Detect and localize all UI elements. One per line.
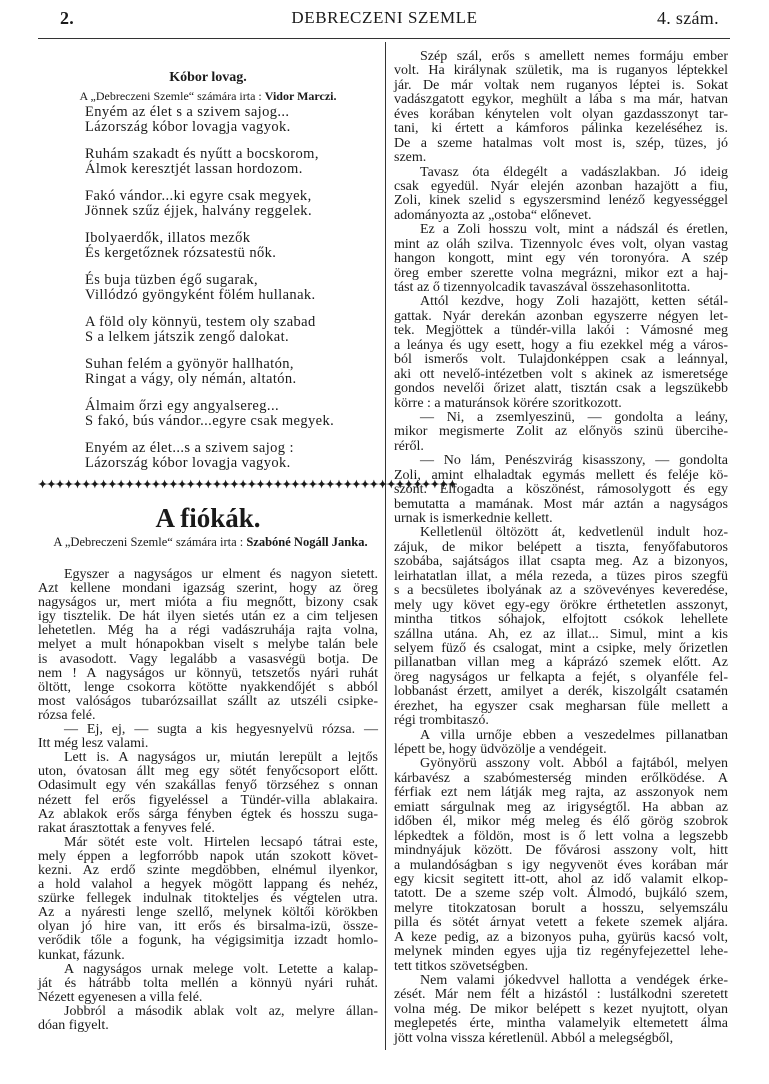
text-line: kunkat, fázunk. [38, 947, 125, 963]
poem-line: A föld oly könnyü, testem oly szabad [85, 314, 316, 330]
text-line: mintha titkos sóhajok, elfojtott csókok lehellete [394, 612, 728, 628]
text-line: Az a nyáresti lenge szellő, melynek költői körökben [38, 905, 378, 921]
paragraph [38, 723, 378, 751]
text-line: Lett is. A nagyságos ur, miután lerepült a lejtős [64, 750, 378, 766]
section-separator: ✦✦✦✦✦✦✦✦✦✦✦✦✦✦✦✦✦✦✦✦✦✦✦✦✦✦✦✦✦✦✦✦✦✦✦✦✦✦✦✦✦✦✦✦✦✦✦✦ [38, 479, 457, 491]
text-line: szönt. Elfogadta a köszönést, rámosolygott és egy [394, 482, 728, 498]
story-text-right [394, 50, 728, 1046]
text-line: a hold valahol a hegyek mögött lappang és nehéz, [38, 877, 378, 893]
text-line: Odasimult egy vén szakállas fenyő törzséhez s onnan [38, 778, 378, 794]
text-line: réről. [394, 438, 424, 454]
poem-stanza [85, 105, 334, 135]
text-line: kezni. Az erdő szinte megdöbben, elnémul ilyenkor, [38, 862, 378, 878]
text-line: Azt kellene mondani igazság szerint, hogy az öreg [38, 581, 378, 597]
paragraph [394, 454, 728, 526]
text-line: ból ismerős volt. Tulajdonképpen csak a leánnyal, [394, 352, 728, 368]
text-line: melynek minden egyes ujja tiz regényfejezettel lehe- [394, 944, 728, 960]
poem-line: S a lelkem játszik zengő dalokat. [85, 329, 290, 345]
poem-line: Villódzó gyöngyként fölém hullanak. [85, 287, 316, 303]
text-line: Jobbról a második ablak volt az, melyre állan- [64, 1003, 378, 1019]
column-rule [385, 42, 386, 1050]
text-line: zését. Már nem félt a hizástól : lustálkodni szeretett [394, 987, 728, 1003]
paragraph [394, 757, 728, 974]
text-line: nem ! A nagyságos ur könnyü, tetszetős nyári ruhát [38, 665, 378, 681]
text-line: időben él, mikor még meleg és élő görög szobrok [394, 814, 728, 830]
text-line: férfiak ezt nem látják meg rajta, az asszonyok nem [394, 785, 728, 801]
text-line: gondos nevelői őrizet alatt, tisztán csak a legszükebb [394, 381, 728, 397]
story-text-left [38, 568, 378, 1033]
text-line: Itt még lesz valami. [38, 736, 149, 752]
text-line: pillanatban villan meg a káprázó szemek előtt. Az [394, 655, 728, 671]
poem-line: És kergetőznek rózsatestü nők. [85, 245, 277, 261]
paragraph [394, 166, 728, 224]
text-line: Nem valami jókedvvel hallotta a vendégek érke- [420, 973, 728, 988]
text-line: mikor megismerte Zolit az előnyös szinü übercihe- [394, 424, 728, 440]
text-line: aki ott nevelő-intézetben volt s akinek az ismeretsége [394, 366, 728, 382]
text-line: most valóságos tubarózsaillat szállt az utszéli csipke- [38, 693, 378, 709]
poem-line: Enyém az élet...s a szivem sajog : [85, 440, 294, 456]
text-line: volt. Ha királynak születik, ma is ruganyos léptekkel [394, 63, 728, 79]
text-line: csak egyedül. Nyár elején azonban hazajött a fiu, [394, 178, 728, 194]
text-line: öreg ember szerette volna megrázni, mikor ezt a haj- [394, 265, 728, 281]
text-line: lobbanást érzett, amilyet a derék, kiszolgált csatamén [394, 684, 728, 700]
text-line: nagyságos ur, mert mióta a fiu megnőtt, bizony csak [38, 595, 378, 611]
paragraph [394, 411, 728, 454]
text-line: rózsa felé. [38, 707, 96, 723]
text-line: Gyönyörü asszony volt. Abból a fajtából, melyen [420, 756, 728, 772]
text-line: — No lám, Penészvirág kisasszony, — gondolta [420, 453, 728, 469]
text-line: — Ni, a zsemlyeszinü, — gondolta a leány, [420, 409, 728, 425]
text-line: tani, ki értett a kámforos pálinka kezeléséhez is. [394, 121, 728, 137]
text-line: Kelletlenül öltözött át, kedvetlenül indult hoz- [420, 525, 728, 541]
poem-line: Jönnek szűz éjjek, halvány reggelek. [85, 203, 312, 219]
paragraph [394, 729, 728, 758]
text-line: mindnyájuk között. De fővárosi asszony volt, hitt [394, 843, 728, 859]
text-line: öltött, lenge csokorra kötötte nyakkendőjét s abból [38, 679, 378, 695]
byline-prefix: A „Debreczeni Szemle“ számára irta : [53, 535, 244, 549]
poem-stanza [85, 357, 334, 387]
paragraph [38, 1005, 378, 1033]
issue-number: 4. szám. [657, 8, 719, 28]
paragraph [394, 50, 728, 166]
text-line: emiatt sárgulnak meg az irigységtől. Ha abban az [394, 799, 728, 815]
text-line: éves korában kénytelen volt olyan gazdasszonyt tar- [394, 106, 728, 122]
text-line: — Ej, ej, — sugta a kis hegyesnyelvü rózsa. — [64, 722, 378, 738]
text-line: Ez a Zoli hosszu volt, mint a nádszál és éretlen, [420, 222, 728, 238]
text-line: pilla és sötét árnyat vetett a fekete szemek aljára. [394, 915, 728, 931]
text-line: lépett be, hogy üdvözölje a vendégeit. [394, 742, 607, 757]
text-line: régi trombitaszó. [394, 713, 489, 729]
poem-line: Álmok keresztjét lassan hordozom. [85, 161, 303, 177]
text-line: egy kicsit segitett itt-ott, ahol az idő valamit elkop- [394, 871, 728, 887]
text-line: urnak is ismerkednie kellett. [394, 511, 553, 526]
poem-line: Lázország kóbor lovagja vagyok. [85, 455, 291, 471]
poem-line: Ringat a vágy, oly némán, altatón. [85, 371, 297, 387]
text-line: rakat árasztottak a fenyves felé. [38, 820, 215, 836]
paragraph [38, 963, 378, 1005]
text-line: A nagyságos urnak melege volt. Letette a kalap- [64, 961, 378, 977]
poem-line: Álmaim őrzi egy angyalsereg... [85, 398, 279, 414]
text-line: hangon kongott, mint egy vén toronyóra. A szép [394, 251, 728, 267]
poem-line: Ibolyaerdők, illatos mezők [85, 230, 251, 246]
poem-author: Vidor Marczi. [264, 89, 337, 103]
poem-stanza [85, 441, 334, 471]
poem-stanza [85, 147, 334, 177]
paragraph [394, 974, 728, 1046]
text-line: is avasodott. Vagy legalább a vasasvégü botja. De [38, 651, 378, 667]
text-line: melyre titokzatosan borult a hosszu, selyemszálu [394, 900, 728, 916]
story-title: A fiókák. [155, 503, 261, 533]
text-line: Zoli, amint elhaladtak egymás mellett és feléje kö- [394, 467, 728, 483]
text-line: A villa urnője ebben a veszedelmes pillanatban [420, 727, 728, 743]
paragraph [394, 223, 728, 295]
poem-stanza [85, 399, 334, 429]
text-line: tást az ő tizennyolcadik tavaszával összehasonlitotta. [394, 280, 691, 295]
poem-title: Kóbor lovag. [169, 70, 247, 85]
paragraph [38, 836, 378, 963]
story-author: Szabóné Nogáll Janka. [246, 535, 368, 549]
text-line: tett titkos szövetségben. [394, 958, 529, 974]
masthead: DEBRECZENI SZEMLE [291, 8, 478, 27]
text-line: A keze pedig, az a bizonyos puha, gyürüs kacsó volt, [394, 929, 728, 945]
poem-byline [38, 89, 378, 104]
paragraph [38, 568, 378, 723]
page-number: 2. [60, 8, 75, 28]
paragraph [394, 526, 728, 728]
text-line: zájuk, de mikor belépett a tiszta, fenyőfabutoros [394, 539, 728, 555]
poem-line: S fakó, bús vándor...egyre csak megyek. [85, 413, 335, 429]
text-line: mint az oláh szilva. Tizennyolc éves volt, olyan vastag [394, 236, 728, 252]
poem-line: Lázország kóbor lovagja vagyok. [85, 119, 291, 135]
poem-stanza [85, 189, 334, 219]
text-line: körre : a maturánsok körére szoritkozott. [394, 395, 622, 411]
text-line: selyem füző és csalogat, mint a csipke, mely őrizetlen [394, 640, 728, 656]
text-line: leirhatatlan illat, a méla rezeda, a tüzes piros szegfü [394, 568, 728, 584]
text-line: adományozta az „ostoba“ előnevet. [394, 207, 592, 223]
text-line: a leánya és ugy esett, hogy a fiu ezekkel még a város- [394, 337, 728, 353]
text-line: szürke fellegek indulnak titokteljes és végtelen utra. [38, 891, 378, 907]
text-line: meglepetés érte, mintha valamelyik eltemetett álma [394, 1016, 728, 1032]
text-line: uton, óvatosan állt meg egy sötét fenyőcsoport előtt. [38, 764, 378, 780]
poem-line: Ruhám szakadt és nyűtt a bocskorom, [85, 146, 319, 162]
text-line: jött volna vissza kéretlenül. Abból a melegségből, [394, 1030, 674, 1046]
text-line: Az ablakok erős sárga fényben égtek és hosszu suga- [38, 806, 378, 822]
text-line: vadászgatott egykor, meghült a lába s ma már, hatvan [394, 92, 728, 108]
poem-line: Enyém az élet s a szivem sajog... [85, 104, 290, 120]
text-line: Szép szál, erős s amellett nemes formáju ember [420, 49, 728, 64]
paragraph [38, 751, 378, 836]
text-line: a mulandóságban s igy negyvenöt éves korában már [394, 857, 728, 873]
text-line: kárbavész a szabómesterség minden erőlködése. A [394, 770, 728, 786]
text-line: De a szeme hatalmas volt most is, szép, tüzes, jó [394, 135, 728, 151]
text-line: dóan figyelt. [38, 1018, 109, 1033]
text-line: ját és hátrább tolta mellén a könnyü nyári ruhát. [38, 975, 378, 991]
text-line: tatott. De a szeme szép volt. Álmodó, bujkáló szem, [394, 886, 728, 902]
text-line: gattak. Nyár derekán azonban egyszerre négyen let- [394, 308, 728, 324]
text-line: nézett fel erős figyeléssel a Tündér-villa ablakaira. [38, 792, 378, 808]
text-line: lépkedtek a földön, most is ő lett volna a legszebb [394, 828, 728, 844]
poem-stanza [85, 315, 334, 345]
poem-line: Suhan felém a gyönyör hallhatón, [85, 356, 294, 372]
text-line: mely ugy követ egy-egy örökre érthetetlen asszonyt, [394, 597, 728, 613]
text-line: szobába, sajátságos illat csapta meg. Az a bizonyos, [394, 554, 728, 570]
poem-stanza [85, 231, 334, 261]
paragraph [394, 295, 728, 411]
poem-line: Fakó vándor...ki egyre csak megyek, [85, 188, 312, 204]
text-line: Tavasz óta éldegélt a vadászlakban. Jó ideig [420, 164, 728, 180]
text-line: s a becsületes ibolyának az a szövevényes keveredése, [394, 583, 728, 599]
text-line: bemutatta a mamának. Most már aztán a nagyságos [394, 496, 728, 512]
text-line: szállna utána. Ah, ez az illat... Simul, mint a kis [394, 626, 728, 642]
text-line: érezhet, ha egyszer csak megharsan füle mellett a [394, 698, 728, 714]
text-line: melyet a mult hónapokban viselt s melybe talán bele [38, 637, 378, 653]
text-line: mely éppen a legforróbb napok után szokott követ- [38, 848, 378, 864]
text-line: volna még. De mikor belépett s kezet nyujtott, olyan [394, 1001, 728, 1017]
poem-body [85, 105, 334, 483]
text-line: Attól kezdve, hogy Zoli hazajött, ketten sétál- [420, 294, 728, 310]
text-line: tek. Megjöttek a tündér-villa lakói : Vámosné meg [394, 323, 728, 339]
story-byline [48, 535, 373, 550]
text-line: verődik tőle a fogunk, ha végigsimitja izzadt homlo- [38, 933, 378, 949]
text-line: szem. [394, 150, 427, 166]
text-line: öreg nagyságos ur felkapta a fejét, s olyanféle fel- [394, 669, 728, 685]
text-line: jár. De már voltak nem ruganyos léptei is. Sokat [394, 77, 728, 93]
text-line: Nézett egyenesen a villa felé. [38, 989, 203, 1005]
text-line: igy tisztelik. De hát ilyen sietés után ez a cim teljesen [38, 609, 378, 625]
text-line: lehetetlen. Még ha a régi vadászruhája rajta volna, [38, 623, 378, 639]
poem-line: És buja tüzben égő sugarak, [85, 272, 259, 288]
header-rule [38, 38, 730, 39]
poem-stanza [85, 273, 334, 303]
byline-prefix: A „Debreczeni Szemle“ számára irta : [79, 89, 262, 103]
text-line: Zoli, kinek szelid s egyszersmind lenéző kegyességgel [394, 193, 728, 209]
text-line: Már sötét este volt. Hirtelen lecsapó tátrai este, [64, 834, 378, 850]
text-line: olyan jó hire van, itt erős és birsalma-izü, össze- [38, 919, 378, 935]
text-line: Egyszer a nagyságos ur elment és nagyon sietett. [64, 567, 378, 582]
